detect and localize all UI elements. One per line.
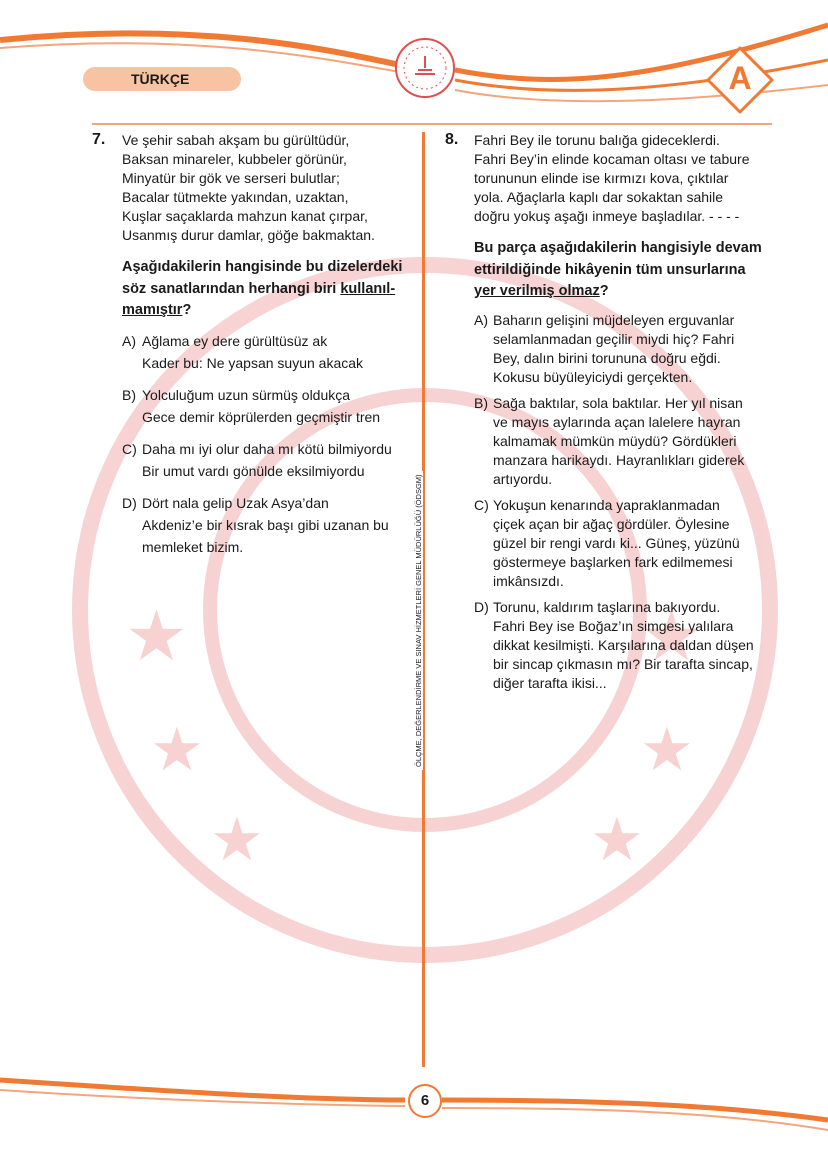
option-label: B) [474, 394, 488, 411]
question-number: 8. [445, 131, 459, 148]
answer-option[interactable] [474, 394, 774, 489]
option-line: imkânsızdı. [493, 572, 564, 589]
option-line: güzel bir rengi vardı ki... Güneş, yüzünü [493, 534, 740, 551]
prompt-text: ? [182, 302, 192, 318]
stem-line: yola. Ağaçlarla kaplı dar sokaktan sahile [474, 189, 724, 205]
option-line: Gece demir köprülerden geçmiştir tren [142, 408, 381, 425]
option-line: Akdeniz’e bir kısrak başı gibi uzanan bu [142, 516, 389, 533]
question-prompt [122, 257, 412, 322]
answer-options [474, 311, 774, 693]
option-line: memleket bizim. [142, 538, 244, 555]
page-number: 6 [408, 1084, 442, 1118]
publisher-side-text: ÖLÇME, DEĞERLENDİRME VE SINAV HİZMETLERİ GENEL MÜDÜRLÜĞÜ (ÖDSGM) [414, 471, 423, 770]
meb-logo-icon [396, 39, 454, 97]
option-line: Yokuşun kenarında yapraklanmadan [493, 496, 720, 513]
option-line: Bey, dalın birini torununa doğru eğdi. [493, 349, 721, 366]
question-7 [122, 131, 412, 570]
prompt-emphasis: yer verilmiş olmaz [474, 283, 600, 299]
stem-line: torununun elinde ise kırmızı kova, çıktılar [474, 170, 729, 186]
svg-text:★: ★ [590, 806, 644, 873]
option-line: selamlanmadan geçilir miydi hiç? Fahri [493, 330, 735, 347]
svg-text:★: ★ [125, 597, 188, 675]
question-stem [122, 131, 412, 245]
svg-text:★: ★ [640, 716, 694, 783]
prompt-text: Bu parça aşağıdakilerin hangisiyle devam [474, 240, 762, 256]
stem-line: Fahri Bey’in elinde kocaman oltası ve tabure [474, 151, 750, 167]
question-number: 7. [92, 131, 106, 148]
option-label: C) [122, 440, 137, 457]
option-line: Ağlama ey dere gürültüsüz ak [142, 332, 328, 349]
option-line: çiçek açan bir ağaç gördüler. Öylesine [493, 515, 730, 532]
booklet-letter: A [728, 60, 752, 96]
prompt-emphasis: kullanıl- [340, 280, 396, 297]
stem-line: Bacalar tütmekte yakından, uzaktan, [122, 189, 349, 205]
stem-line: Kuşlar saçaklarda mahzun kanat çırpar, [122, 208, 368, 224]
option-line: diğer tarafta ikisi... [493, 674, 607, 691]
question-prompt [474, 238, 774, 303]
option-line: Daha mı iyi olur daha mı kötü bilmiyordu [142, 440, 392, 457]
option-line: Kokusu büyüleyiciydi gerçekten. [493, 368, 693, 385]
option-line: Dört nala gelip Uzak Asya’dan [142, 494, 329, 511]
answer-option[interactable] [122, 440, 412, 481]
stem-line: Baksan minareler, kubbeler görünür, [122, 151, 347, 167]
question-stem [474, 131, 774, 226]
stem-line: Minyatür bir gök ve serseri bulutlar; [122, 170, 340, 186]
option-label: A) [474, 311, 488, 328]
option-label: D) [122, 494, 137, 511]
prompt-text: Aşağıdakilerin hangisinde bu dizelerdeki [122, 259, 403, 275]
answer-option[interactable] [474, 311, 774, 387]
option-line: bir sincap çıkmasın mı? Bir tarafta sincap, [493, 655, 753, 672]
header-divider [92, 123, 772, 125]
prompt-emphasis: mamıştır [122, 302, 183, 318]
stem-line: Usanmış durur damlar, göğe bakmaktan. [122, 227, 375, 243]
option-line: Torunu, kaldırım taşlarına bakıyordu. [493, 598, 721, 615]
option-line: manzara harikaydı. Hayranlıkları giderek [493, 451, 745, 468]
option-label: A) [122, 332, 136, 349]
answer-option[interactable] [474, 598, 774, 693]
option-line: Bir umut vardı gönülde eksilmiyordu [142, 462, 365, 479]
answer-option[interactable] [122, 332, 412, 373]
answer-option[interactable] [122, 386, 412, 427]
option-line: Baharın gelişini müjdeleyen erguvanlar [493, 311, 735, 328]
svg-text:★: ★ [210, 806, 264, 873]
prompt-text: ? [599, 283, 609, 299]
option-label: B) [122, 386, 136, 403]
prompt-text: ettirildiğinde hikâyenin tüm unsurlarına [474, 261, 746, 278]
answer-option[interactable] [474, 496, 774, 591]
option-line: Sağa baktılar, sola baktılar. Her yıl nisan [493, 394, 743, 411]
stem-line: Ve şehir sabah akşam bu gürültüdür, [122, 132, 350, 148]
subject-label: TÜRKÇE [83, 67, 241, 91]
option-line: Fahri Bey ise Boğaz’ın simgesi yalılara [493, 617, 734, 634]
stem-line: doğru yokuş aşağı inmeye başladılar. - - - - [474, 208, 740, 224]
svg-text:★: ★ [640, 597, 703, 675]
answer-options [122, 332, 412, 557]
option-label: D) [474, 598, 489, 615]
option-label: C) [474, 496, 489, 513]
option-line: kalmamak mümkün müydü? Gördükleri [493, 432, 737, 449]
question-8 [474, 131, 774, 700]
option-line: ve mayıs aylarında açan lalelere hayran [493, 413, 741, 430]
option-line: Kader bu: Ne yapsan suyun akacak [142, 354, 364, 371]
option-line: Yolculuğum uzun sürmüş oldukça [142, 386, 351, 403]
option-line: göstermeye başlarken fark edilmemesi [493, 553, 733, 570]
option-line: dikkat kesilmişti. Karşılarına daldan düşen [493, 636, 754, 653]
stem-line: Fahri Bey ile torunu balığa gideceklerdi. [474, 132, 720, 148]
option-line: artıyordu. [493, 470, 553, 487]
prompt-text: söz sanatlarından herhangi biri [122, 280, 341, 297]
answer-option[interactable] [122, 494, 412, 557]
svg-text:★: ★ [150, 716, 204, 783]
